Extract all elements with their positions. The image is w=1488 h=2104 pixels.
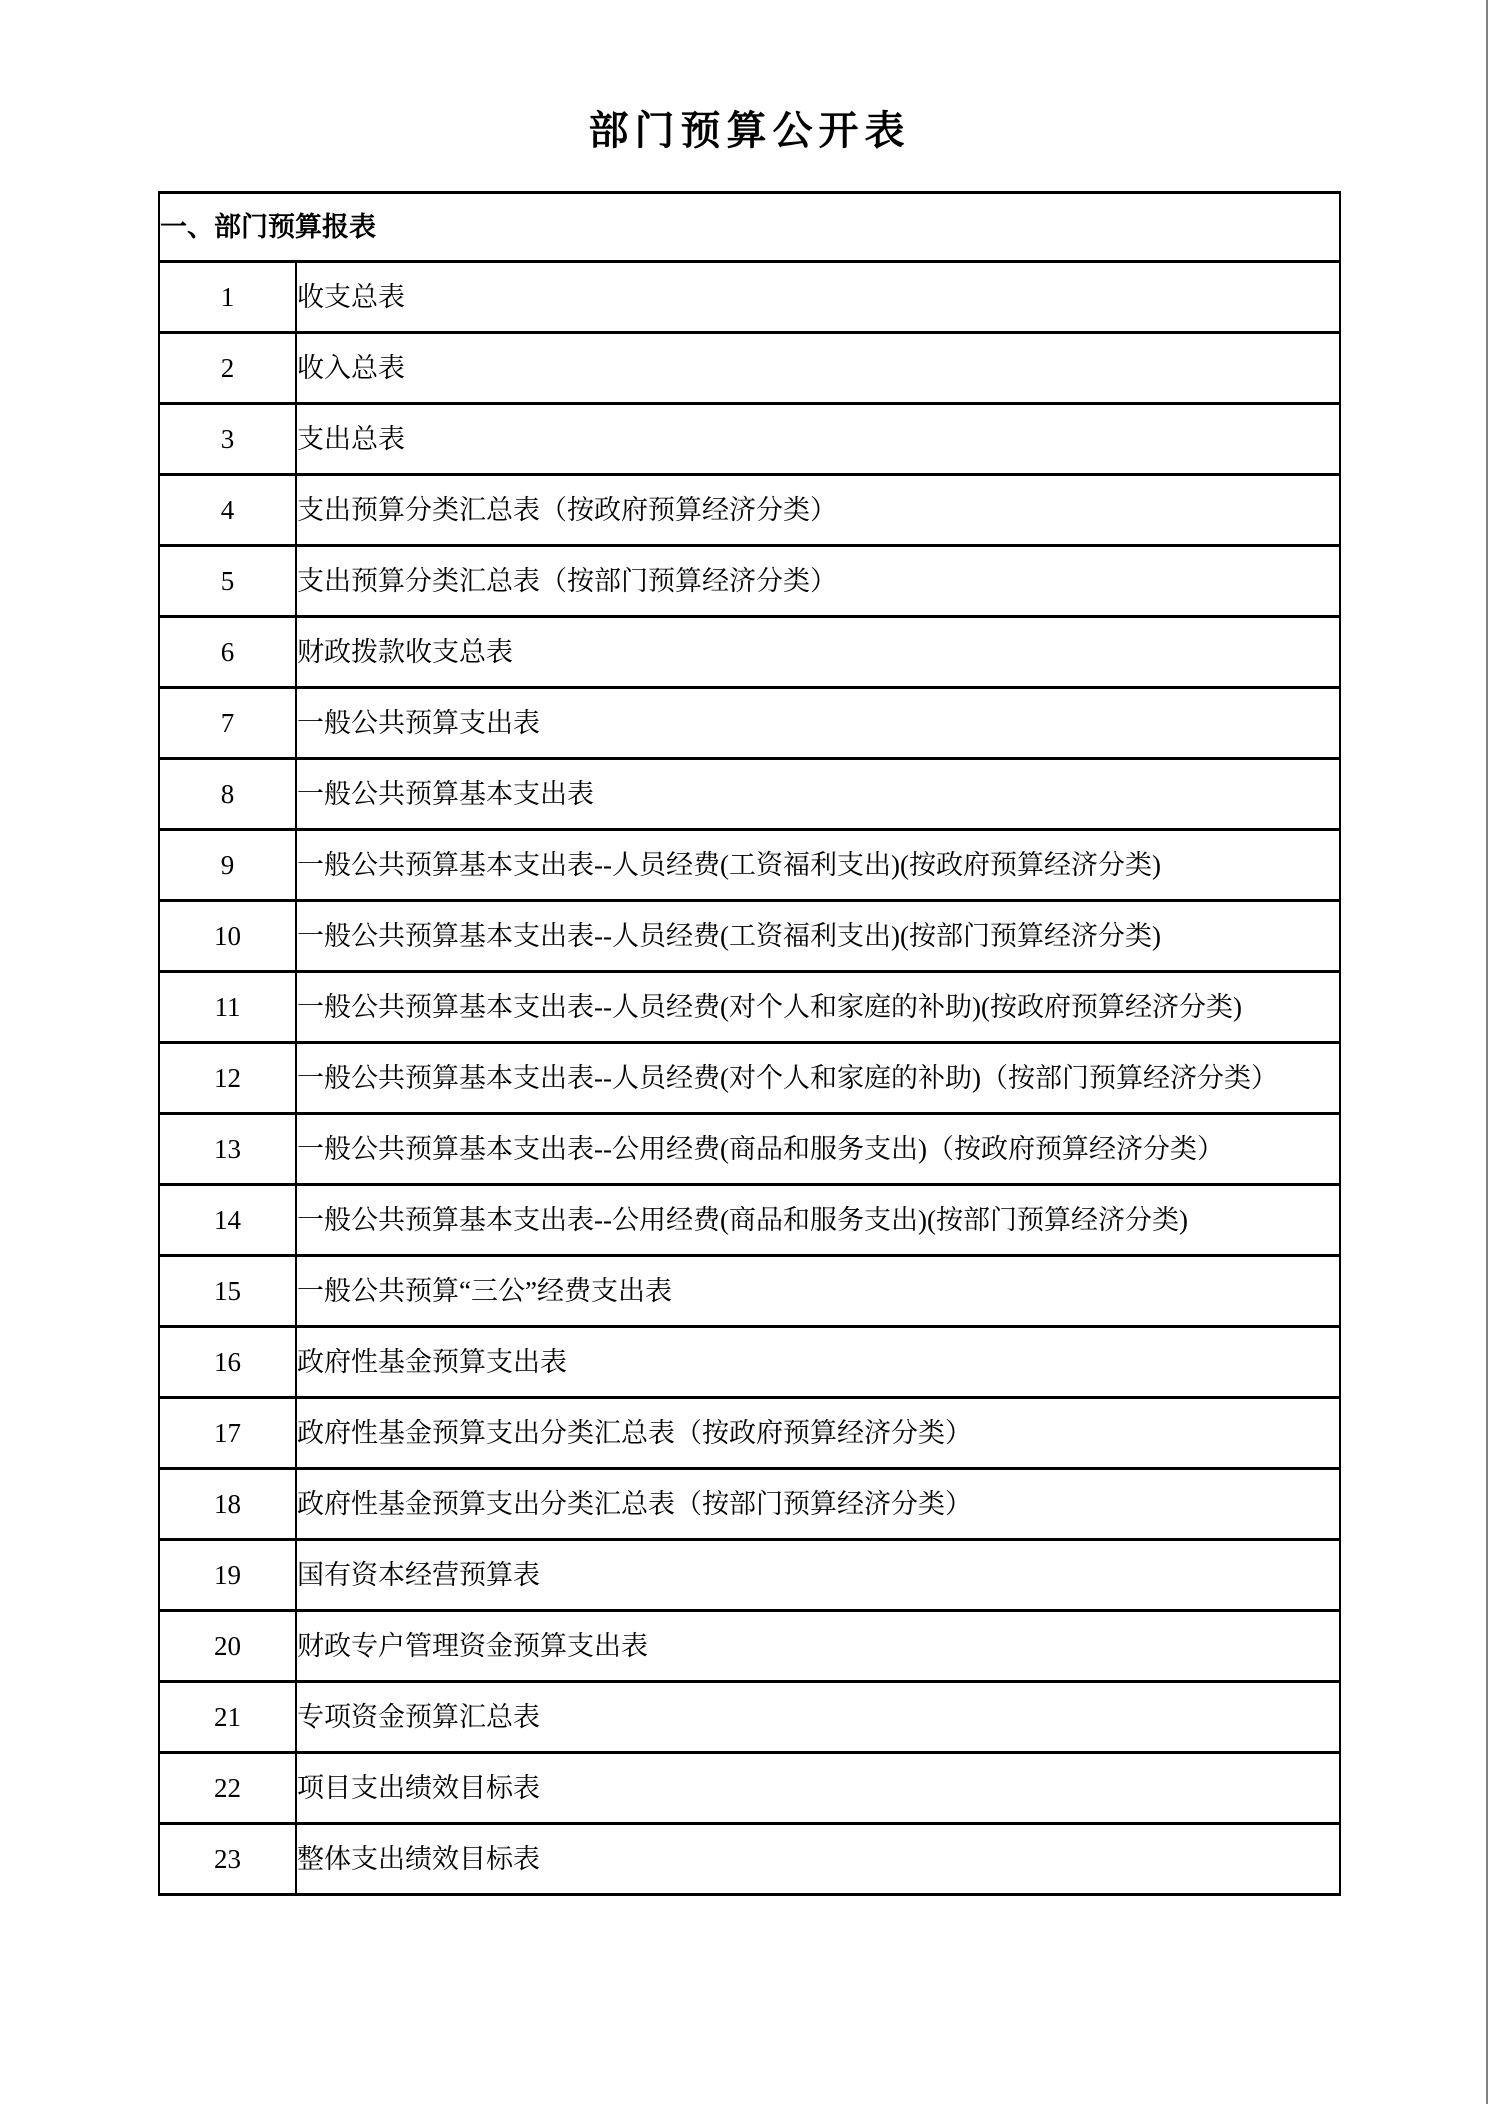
row-name-cell: 收入总表 — [296, 333, 1340, 404]
row-number-cell: 6 — [159, 617, 296, 688]
table-row — [159, 262, 1340, 333]
row-number-cell: 19 — [159, 1540, 296, 1611]
table-row — [159, 1611, 1340, 1682]
row-number-cell: 9 — [159, 830, 296, 901]
row-name-cell: 一般公共预算基本支出表--公用经费(商品和服务支出)（按政府预算经济分类） — [296, 1114, 1340, 1185]
row-name-cell: 一般公共预算基本支出表--人员经费(工资福利支出)(按政府预算经济分类) — [296, 830, 1340, 901]
row-number-cell: 16 — [159, 1327, 296, 1398]
row-number-cell: 12 — [159, 1043, 296, 1114]
table-row — [159, 475, 1340, 546]
row-number-cell: 1 — [159, 262, 296, 333]
table-row — [159, 688, 1340, 759]
table-row — [159, 830, 1340, 901]
table-row — [159, 333, 1340, 404]
table-row — [159, 901, 1340, 972]
table-row — [159, 1185, 1340, 1256]
page-title: 部门预算公开表 — [588, 107, 911, 153]
table-row — [159, 1469, 1340, 1540]
row-number-cell: 11 — [159, 972, 296, 1043]
row-name-cell: 财政专户管理资金预算支出表 — [296, 1611, 1340, 1682]
row-number-cell: 2 — [159, 333, 296, 404]
section-header-row — [159, 193, 1340, 262]
row-number-cell: 5 — [159, 546, 296, 617]
row-name-cell: 一般公共预算基本支出表--人员经费(对个人和家庭的补助)(按政府预算经济分类) — [296, 972, 1340, 1043]
row-name-cell: 收支总表 — [296, 262, 1340, 333]
table-row — [159, 1327, 1340, 1398]
table-row — [159, 1256, 1340, 1327]
table-row — [159, 972, 1340, 1043]
row-number-cell: 17 — [159, 1398, 296, 1469]
row-name-cell: 支出预算分类汇总表（按政府预算经济分类） — [296, 475, 1340, 546]
row-number-cell: 22 — [159, 1753, 296, 1824]
budget-table — [158, 191, 1341, 1896]
row-number-cell: 8 — [159, 759, 296, 830]
row-name-cell: 政府性基金预算支出分类汇总表（按政府预算经济分类） — [296, 1398, 1340, 1469]
row-number-cell: 7 — [159, 688, 296, 759]
table-row — [159, 759, 1340, 830]
row-name-cell: 政府性基金预算支出分类汇总表（按部门预算经济分类） — [296, 1469, 1340, 1540]
table-row — [159, 1682, 1340, 1753]
row-name-cell: 专项资金预算汇总表 — [296, 1682, 1340, 1753]
row-name-cell: 整体支出绩效目标表 — [296, 1824, 1340, 1895]
row-number-cell: 20 — [159, 1611, 296, 1682]
row-name-cell: 一般公共预算基本支出表 — [296, 759, 1340, 830]
row-name-cell: 项目支出绩效目标表 — [296, 1753, 1340, 1824]
row-number-cell: 10 — [159, 901, 296, 972]
row-number-cell: 18 — [159, 1469, 296, 1540]
row-number-cell: 13 — [159, 1114, 296, 1185]
row-number-cell: 3 — [159, 404, 296, 475]
table-row — [159, 404, 1340, 475]
row-name-cell: 一般公共预算支出表 — [296, 688, 1340, 759]
row-name-cell: 一般公共预算基本支出表--公用经费(商品和服务支出)(按部门预算经济分类) — [296, 1185, 1340, 1256]
table-row — [159, 1540, 1340, 1611]
table-row — [159, 1043, 1340, 1114]
section-header-cell: 一、部门预算报表 — [159, 193, 1340, 262]
table-row — [159, 1753, 1340, 1824]
row-name-cell: 一般公共预算基本支出表--人员经费(工资福利支出)(按部门预算经济分类) — [296, 901, 1340, 972]
row-number-cell: 15 — [159, 1256, 296, 1327]
table-row — [159, 1824, 1340, 1895]
row-name-cell: 政府性基金预算支出表 — [296, 1327, 1340, 1398]
row-number-cell: 21 — [159, 1682, 296, 1753]
table-row — [159, 546, 1340, 617]
table-row — [159, 617, 1340, 688]
row-number-cell: 14 — [159, 1185, 296, 1256]
row-number-cell: 23 — [159, 1824, 296, 1895]
row-name-cell: 国有资本经营预算表 — [296, 1540, 1340, 1611]
row-name-cell: 一般公共预算“三公”经费支出表 — [296, 1256, 1340, 1327]
table-row — [159, 1398, 1340, 1469]
row-name-cell: 支出总表 — [296, 404, 1340, 475]
row-name-cell: 一般公共预算基本支出表--人员经费(对个人和家庭的补助)（按部门预算经济分类） — [296, 1043, 1340, 1114]
table-row — [159, 1114, 1340, 1185]
row-name-cell: 支出预算分类汇总表（按部门预算经济分类） — [296, 546, 1340, 617]
row-name-cell: 财政拨款收支总表 — [296, 617, 1340, 688]
row-number-cell: 4 — [159, 475, 296, 546]
